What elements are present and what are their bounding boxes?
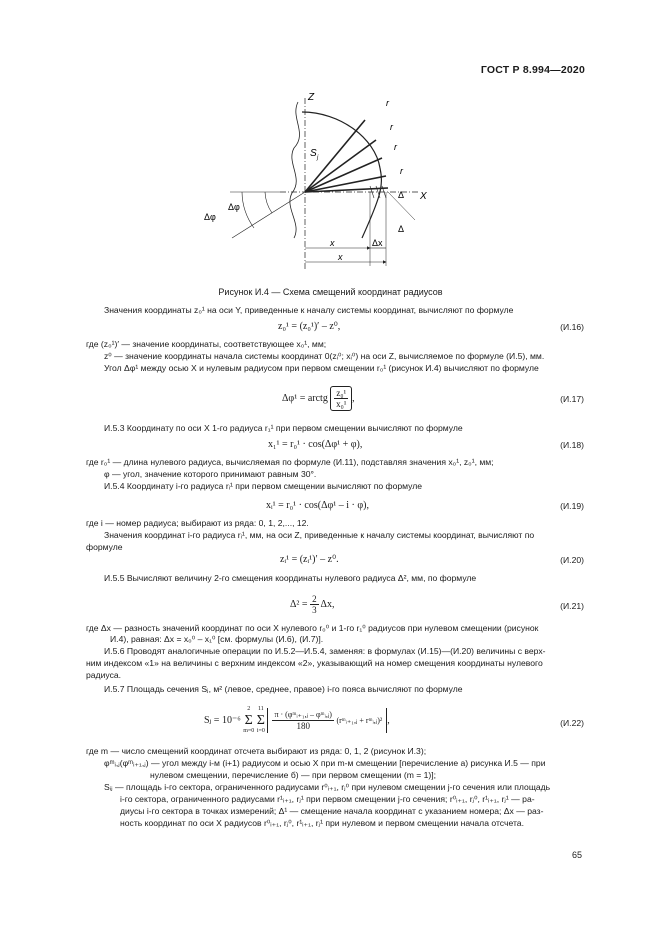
paragraph-z-values-1: Значения координат i-го радиуса rᵢ¹, мм, на оси Z, приведенные к началу системы координат, вычисляют по [104,530,535,540]
formula-i22-bottom: 180 [296,721,310,731]
radius-offset-diagram [190,88,430,278]
standard-header: ГОСТ Р 8.994—2020 [480,64,585,76]
figure-caption: Рисунок И.4 — Схема смещений координат радиусов [218,287,443,297]
where-i16-b: z⁰ — значение координаты начала системы координат 0(zᵢ⁰; xᵢ⁰) на оси Z, вычисляемое по формуле (И.5), мм. [104,351,545,361]
where-i22-c-2: i-го сектора, ограниченного радиусами r¹ᵢ₊₁, rⱼ¹ при первом смещении j-го сечения; r⁰ᵢ₊₁, rⱼ⁰, r¹ᵢ₊₁, rⱼ¹ — ра- [120,794,535,804]
formula-i22-sum1-bottom: m=0 [243,728,255,734]
formula-i22-sum1-sign: Σ [244,713,253,728]
formula-i22-fraction [272,710,334,731]
radius-label-1: r [386,98,389,108]
paragraph-i5-4: И.5.4 Координату i-го радиуса rᵢ¹ при первом смещении вычисляют по формуле [104,481,423,491]
formula-i22-end: , [387,714,390,726]
where-i19: где i — номер радиуса; выбирают из ряда: 0, 1, 2,..., 12. [86,518,309,528]
formula-i21-number: (И.21) [560,601,584,611]
formula-i17-tail: , [352,392,355,404]
paragraph-i5-5: И.5.5 Вычисляют величину 2-го смещения координаты нулевого радиуса Δ², мм, по формуле [104,573,477,583]
paragraph-i5-6-3: радиуса. [86,670,122,680]
section-area-sub: j [317,155,319,161]
formula-i22-sum2-sign: Σ [256,713,265,728]
where-i21-a: где Δx — разность значений координат по оси X нулевого r₀⁰ и 1-го r₁⁰ радиусов при нулевом смещении (рисунок [86,623,539,633]
formula-i22-tail: (rᵐᵢ₊₁,ⱼ + rᵐᵢ,ⱼ)² [336,715,383,725]
formula-i22 [204,704,390,737]
formula-i16-number: (И.16) [560,322,584,332]
paragraph-i5-6-1: И.5.6 Проводят аналогичные операции по И.5.2—И.5.4, заменяя: в формулах (И.15)—(И.20) величины с верх- [104,646,546,656]
where-i22-c-1: Sᵢⱼ — площадь i-го сектора, ограниченного радиусами r⁰ᵢ₊₁, rⱼ⁰ при нулевом смещении j-го сечения или площадь [104,782,551,792]
angle-label-1: Δφ [228,202,240,212]
where-i21-b: И.4), равная: Δx = x₀⁰ – x₁⁰ [см. формулы (И.6), (И.7)]. [110,634,324,644]
z-axis-label: Z [308,92,315,103]
formula-i17-paren [330,386,352,411]
x-axis-label: X [420,191,427,202]
formula-i21-tail: Δx, [320,598,335,610]
formula-i17-top: z₀¹ [336,388,347,398]
where-i18-a: где r₀¹ — длина нулевого радиуса, вычисляемая по формуле (И.11), подставляя значения x₀¹, z₀¹, мм; [86,457,494,467]
formula-i18-number: (И.18) [560,440,584,450]
formula-i17-fraction [334,388,348,409]
formula-i21-top: 2 [312,594,317,604]
formula-i18: x₁¹ = r₀¹ · cos(Δφ¹ + φ), [268,439,363,450]
paragraph-i5-3: И.5.3 Координату по оси X 1-го радиуса r₁¹ при первом смещении вычисляют по формуле [104,423,463,433]
formula-i17-number: (И.17) [560,394,584,404]
formula-i21 [290,594,334,615]
x10-label: x [330,238,335,248]
where-i22-c-3: диусы i-го сектора в точках измерений; Δ¹ — смещение начала координат с указанием номера; Δx — раз- [120,806,544,816]
where-i22-c-4: ность координат по оси X радиусов r⁰ᵢ₊₁, rⱼ⁰, r¹ᵢ₊₁, rⱼ¹ при нулевом и первом смещении начала отсчета. [120,818,524,828]
delta2-label: Δ [398,190,405,200]
formula-i21-bottom: 3 [312,605,317,615]
paragraph-z-values-2: формуле [86,542,123,552]
formula-i22-number: (И.22) [560,718,584,728]
formula-i22-sum1-top: 2 [247,706,251,712]
formula-i17 [282,386,355,411]
paragraph-angle: Угол Δφ¹ между осью X и нулевым радиусом при первом смещении r₀¹ (рисунок И.4) вычисляют по формуле [104,363,539,373]
dx-label: Δx [372,238,383,248]
formula-i20: zᵢ¹ = (zᵢ¹)′ – z⁰. [280,554,339,565]
formula-i16: z₀¹ = (z₀¹)′ – z⁰, [278,321,341,332]
formula-i17-lhs: Δφ¹ = arctg [282,392,328,404]
paragraph-i5-6-2: ним индексом «1» на величины с верхним индексом «2», указывающий на номер смещения координаты нулевого [86,658,543,668]
formula-i19-number: (И.19) [560,501,584,511]
where-i16-a: где (z₀¹)′ — значение координаты, соответствующее x₀¹, мм; [86,339,327,349]
angle-label-2: Δφ [204,212,216,222]
formula-i22-sum2 [257,704,265,737]
radius-label-4: r [400,166,403,176]
formula-i22-bracket [267,708,387,733]
formula-i22-sum2-top: 11 [257,706,264,712]
formula-i22-sum1 [243,704,254,737]
radius-label-2: r [390,122,393,132]
where-i18-b: φ — угол, значение которого принимают равным 30°. [104,469,317,479]
formula-i22-top: π · (φᵐᵢ₊₁,ⱼ – φᵐᵢ,ⱼ) [274,710,332,719]
x00-label: x [338,252,343,262]
formula-i22-sum2-bottom: i=0 [256,728,265,734]
where-i22-b-2: нулевом смещении, перечисление б) — при первом смещении (m = 1)]; [150,770,437,780]
formula-i22-lhs: Sⱼ = 10⁻⁶ [204,714,241,726]
formula-i20-number: (И.20) [560,555,584,565]
page-number: 65 [571,850,582,860]
formula-i21-fraction [310,594,319,615]
formula-i21-lhs: Δ² = [290,598,308,610]
delta1-label: Δ [398,224,405,234]
radius-label-3: r [394,142,397,152]
paragraph-z-coordinate: Значения координаты z₀¹ на оси Y, приведенные к началу системы координат, вычисляют по формуле [104,305,514,315]
formula-i19: xᵢ¹ = r₀¹ · cos(Δφ¹ – i · φ), [266,500,369,511]
where-i22-b-1: φᵐᵢ,ⱼ(φᵐᵢ₊₁,ⱼ) — угол между i-м (i+1) радиусом и осью X при m-м смещении [перечисление а) рисунка И.5 — при [104,758,546,768]
section-area-label: S [310,148,317,159]
formula-i17-bottom: x₀¹ [336,399,347,409]
where-i22-a: где m — число смещений координат отсчета выбирают из ряда: 0, 1, 2 (рисунок И.3); [86,746,427,756]
paragraph-i5-7: И.5.7 Площадь сечения Sⱼ, м² (левое, среднее, правое) i-го пояса вычисляют по формуле [104,684,463,694]
